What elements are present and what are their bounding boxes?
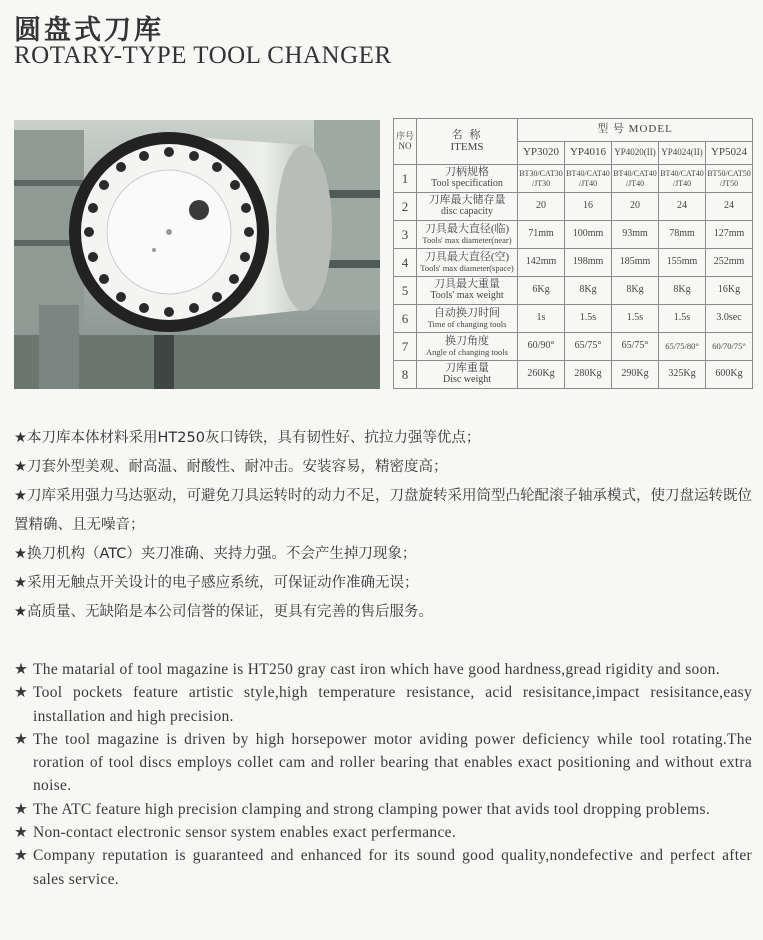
item-name-en: Tools' max diameter(near)	[422, 234, 512, 245]
spec-value: 20	[518, 193, 565, 221]
spec-value: BT30/CAT30 /JT30	[518, 165, 565, 193]
spec-value: 71mm	[518, 221, 565, 249]
spec-value: 60/90°	[518, 333, 565, 361]
feature-item-cn: ★换刀机构（ATC）夹刀准确、夹持力强。不会产生掉刀现象；	[14, 546, 417, 562]
model-name: YP5024	[706, 142, 753, 165]
feature-text-en: Tool pockets feature artistic style,high temperature resistance, acid resisitance,impact resisitance,easy installation and high precision.	[33, 684, 752, 725]
spec-row	[394, 165, 753, 193]
star-icon: ★	[14, 684, 29, 702]
item-name-en: Angle of changing tools	[426, 346, 508, 357]
col-header-items	[417, 119, 518, 165]
spec-value: 8Kg	[612, 277, 659, 305]
spec-row	[394, 305, 753, 333]
item-name-cn: 刀具最大直径(空)	[424, 251, 510, 264]
spec-row	[394, 333, 753, 361]
spec-value: 16	[565, 193, 612, 221]
row-number: 1	[394, 165, 417, 193]
spec-row	[394, 361, 753, 389]
feature-item-en	[14, 798, 752, 821]
spec-value: 8Kg	[659, 277, 706, 305]
model-name: YP4020(II)	[612, 142, 659, 165]
spec-value: 65/75°	[565, 333, 612, 361]
spec-row	[394, 221, 753, 249]
star-icon: ★	[14, 824, 29, 842]
spec-value: 600Kg	[706, 361, 753, 389]
item-name-en: Disc weight	[442, 374, 492, 386]
star-icon: ★	[14, 800, 29, 818]
item-name-cn: 自动换刀时间	[434, 307, 500, 320]
spec-value: 6Kg	[518, 277, 565, 305]
feature-text-en: Company reputation is guaranteed and enhanced for its sound good quality,nondefective and perfect after sales service.	[33, 847, 752, 888]
spec-value: 65/75°	[612, 333, 659, 361]
product-photo	[14, 120, 380, 389]
page-title-en: ROTARY-TYPE TOOL CHANGER	[14, 42, 392, 69]
spec-value: 78mm	[659, 221, 706, 249]
spec-row	[394, 249, 753, 277]
tool-changer-illustration	[14, 120, 380, 389]
row-number: 5	[394, 277, 417, 305]
item-name-cn: 刀具最大直径(临)	[424, 223, 510, 236]
spec-value: 127mm	[706, 221, 753, 249]
row-item	[417, 305, 518, 333]
model-name: YP4016	[565, 142, 612, 165]
row-item	[417, 165, 518, 193]
spec-value: 142mm	[518, 249, 565, 277]
item-name-en: Tool specification	[431, 178, 503, 190]
spec-value: 155mm	[659, 249, 706, 277]
spec-value: 65/75/80°	[659, 333, 706, 361]
feature-text-en: The tool magazine is driven by high horsepower motor aviding power deficiency while tool rotating.The roration of tool discs employs collet cam and roller bearing that enables exact positioning and without extra noise.	[33, 730, 752, 795]
feature-text-en: The matarial of tool magazine is HT250 gray cast iron which have good hardness,gread rigidity and soon.	[33, 661, 720, 678]
spec-value: 93mm	[612, 221, 659, 249]
spec-value: 24	[706, 193, 753, 221]
item-name-cn: 换刀角度	[445, 335, 489, 348]
item-name-cn: 刀具最大重量	[434, 278, 500, 291]
row-number: 4	[394, 249, 417, 277]
item-name-cn: 刀柄规格	[445, 166, 489, 179]
item-name-en: Time of changing tools	[427, 318, 507, 329]
row-number: 2	[394, 193, 417, 221]
star-icon: ★	[14, 847, 29, 865]
spec-value: 60/70/75°	[706, 333, 753, 361]
spec-value: 20	[612, 193, 659, 221]
feature-item-en	[14, 728, 752, 798]
feature-item-cn: ★采用无触点开关设计的电子感应系统，可保证动作准确无误；	[14, 575, 419, 591]
items-header-en: ITEMS	[450, 140, 484, 153]
col-header-no: 序号 NO	[394, 119, 417, 165]
row-number: 8	[394, 361, 417, 389]
feature-item-en	[14, 844, 752, 891]
item-name-en: Tools' max diameter(space)	[420, 262, 514, 273]
feature-item-cn: ★刀套外型美观、耐高温、耐酸性、耐冲击。安装容易，精密度高；	[14, 459, 448, 475]
star-icon: ★	[14, 661, 29, 678]
spec-value: 16Kg	[706, 277, 753, 305]
row-number: 7	[394, 333, 417, 361]
row-item	[417, 333, 518, 361]
row-item	[417, 193, 518, 221]
row-item	[417, 361, 518, 389]
spec-value: 1.5s	[612, 305, 659, 333]
spec-value: 290Kg	[612, 361, 659, 389]
row-item	[417, 277, 518, 305]
spec-value: 325Kg	[659, 361, 706, 389]
feature-text-en: The ATC feature high precision clamping and strong clamping power that avids tool dropping problems.	[33, 800, 710, 818]
spec-value: BT40/CAT40 /JT40	[659, 165, 706, 193]
spec-value: BT40/CAT40 /JT40	[612, 165, 659, 193]
spec-value: 198mm	[565, 249, 612, 277]
item-name-en: disc capacity	[441, 206, 493, 218]
row-item	[417, 221, 518, 249]
spec-value: 1.5s	[659, 305, 706, 333]
col-header-model: 型 号 MODEL	[518, 119, 753, 142]
spec-value: 1.5s	[565, 305, 612, 333]
feature-item-cn: ★高质量、无缺陷是本公司信誉的保证，更具有完善的售后服务。	[14, 604, 433, 620]
spec-value: 24	[659, 193, 706, 221]
spec-value: 1s	[518, 305, 565, 333]
model-name: YP3020	[518, 142, 565, 165]
spec-row	[394, 277, 753, 305]
items-header-cn: 名 称	[451, 128, 483, 141]
spec-value: BT50/CAT50 /JT50	[706, 165, 753, 193]
item-name-cn: 刀库最大储存量	[428, 194, 506, 207]
row-item	[417, 249, 518, 277]
spec-table	[393, 118, 753, 389]
spec-value: BT40/CAT40 /JT40	[565, 165, 612, 193]
feature-item-en	[14, 681, 752, 728]
feature-list-en	[14, 658, 752, 891]
page-title-cn: 圆盘式刀库	[14, 15, 164, 46]
feature-item-en	[14, 821, 752, 844]
feature-item-cn: ★刀库采用强力马达驱动，可避免刀具运转时的动力不足，刀盘旋转采用筒型凸轮配滚子轴承模式，使刀盘运转既位置精确、且无噪音；	[14, 488, 752, 533]
spec-value: 100mm	[565, 221, 612, 249]
item-name-cn: 刀库重量	[445, 362, 489, 375]
spec-value: 185mm	[612, 249, 659, 277]
spec-row	[394, 193, 753, 221]
feature-item-en	[14, 658, 752, 681]
spec-value: 260Kg	[518, 361, 565, 389]
row-number: 6	[394, 305, 417, 333]
star-icon: ★	[14, 730, 29, 748]
feature-text-en: Non-contact electronic sensor system enables exact perfermance.	[33, 824, 457, 842]
row-number: 3	[394, 221, 417, 249]
feature-list-cn	[14, 424, 752, 627]
spec-value: 280Kg	[565, 361, 612, 389]
spec-value: 3.0sec	[706, 305, 753, 333]
model-name: YP4024(II)	[659, 142, 706, 165]
item-name-en: Tools' max weight	[430, 290, 504, 302]
spec-value: 252mm	[706, 249, 753, 277]
feature-item-cn: ★本刀库本体材料采用HT250灰口铸铁，具有韧性好、抗拉力强等优点；	[14, 430, 481, 446]
spec-value: 8Kg	[565, 277, 612, 305]
